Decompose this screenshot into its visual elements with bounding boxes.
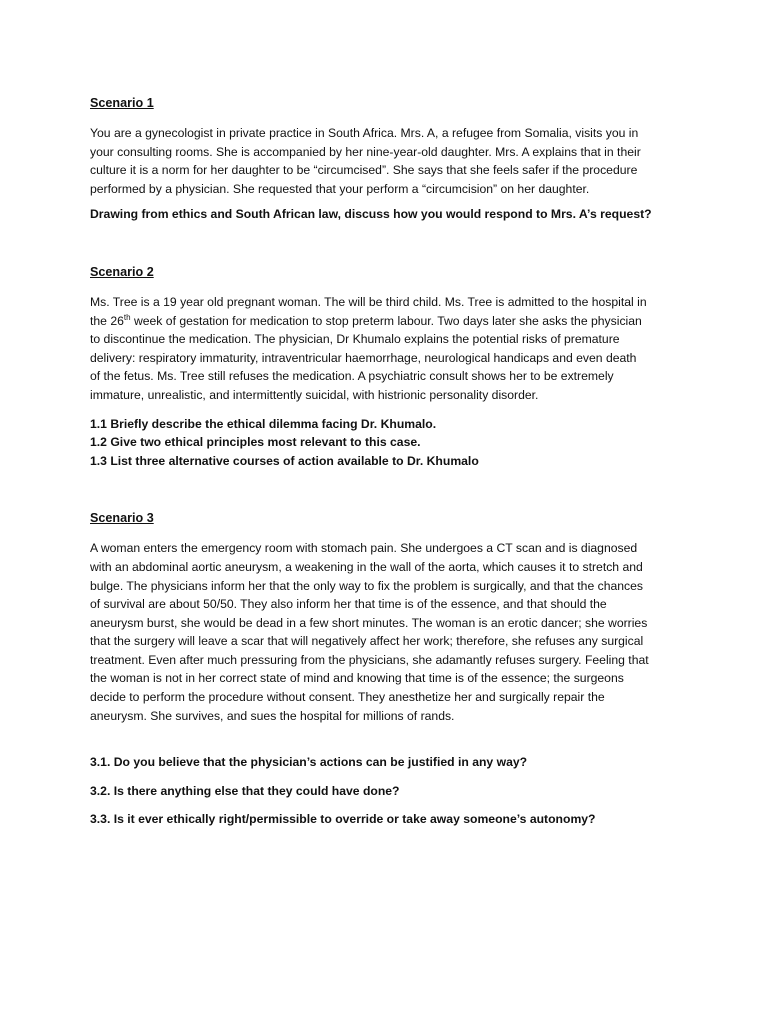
scenario-2-line-text: the 26: [90, 313, 124, 328]
scenario-3-question: 3.1. Do you believe that the physician’s actions can be justified in any way?: [90, 755, 528, 770]
scenario-3-line: that the surgery will leave a scar that will negatively affect her work; therefore, she refuses any surgical: [90, 634, 644, 649]
scenario-2-line: to discontinue the medication. The physician, Dr Khumalo explains the potential risks of premature: [90, 332, 620, 347]
scenario-1-line: performed by a physician. She requested that your perform a “circumcision” on her daughter.: [90, 181, 590, 196]
scenario-3-line: the woman is not in her correct state of mind and knowing that time is of the essence; the surgeons: [90, 671, 624, 686]
scenario-3-question: 3.2. Is there anything else that they could have done?: [90, 783, 400, 798]
scenario-1-line: You are a gynecologist in private practice in South Africa. Mrs. A, a refugee from Somalia, visits you in: [90, 126, 639, 140]
scenario-2-line: delivery: respiratory immaturity, intraventricular haemorrhage, neurological handicaps and even death: [90, 350, 637, 365]
scenario-2-question: 1.1 Briefly describe the ethical dilemma facing Dr. Khumalo.: [90, 416, 437, 431]
scenario-3-line: decide to perform the procedure without consent. They anesthetize her and surgically repair the: [90, 690, 605, 705]
scenario-1-line: your consulting rooms. She is accompanied by her nine-year-old daughter. Mrs. A explains that in their: [90, 144, 641, 159]
scenario-3-line: of survival are about 50/50. They also inform her that time is of the essence, and that should the: [90, 597, 607, 612]
scenario-3-body: [90, 539, 680, 725]
scenario-1-line: culture it is a norm for her daughter to be “circumcised”. She says that she feels safer if the procedure: [90, 163, 638, 178]
scenario-3-line: aneurysm. She survives, and sues the hospital for millions of rands.: [90, 708, 455, 723]
scenario-2-questions: [90, 415, 680, 471]
scenario-2-question: 1.3 List three alternative courses of action available to Dr. Khumalo: [90, 453, 479, 468]
scenario-3-question: 3.3. Is it ever ethically right/permissible to override or take away someone’s autonomy?: [90, 812, 596, 827]
scenario-3-questions: [90, 753, 680, 829]
scenario-1-heading: Scenario 1: [90, 96, 154, 110]
scenario-2-heading: Scenario 2: [90, 264, 154, 279]
scenario-2-question: 1.2 Give two ethical principles most relevant to this case.: [90, 435, 421, 450]
scenario-2-body: [90, 293, 680, 405]
scenario-1-body: [90, 124, 680, 198]
scenario-3-heading: Scenario 3: [90, 511, 154, 526]
scenario-3-line: aneurysm burst, she would be dead in a few short minutes. The woman is an erotic dancer; she worries: [90, 615, 648, 630]
scenario-2-line: [90, 312, 680, 331]
document-page: [90, 94, 680, 839]
scenario-3-line: A woman enters the emergency room with stomach pain. She undergoes a CT scan and is diagnosed: [90, 541, 638, 556]
scenario-3: [90, 509, 680, 829]
scenario-3-line: treatment. Even after much pressuring from the physicians, she adamantly refuses surgery. Feeling that: [90, 652, 649, 667]
scenario-2-line: of the fetus. Ms. Tree still refuses the medication. A psychiatric consult shows her to be extremely: [90, 369, 614, 384]
scenario-1-question: Drawing from ethics and South African law, discuss how you would respond to Mrs. A’s request?: [90, 207, 652, 222]
scenario-1: [90, 94, 680, 224]
scenario-2-line-text: week of gestation for medication to stop preterm labour. Two days later she asks the physician: [130, 313, 642, 328]
scenario-3-line: with an abdominal aortic aneurysm, a weakening in the wall of the aorta, which causes it to stretch and: [90, 559, 643, 574]
scenario-3-line: bulge. The physicians inform her that the only way to fix the problem is surgically, and that the chances: [90, 578, 644, 593]
ordinal-suffix: th: [123, 312, 131, 322]
scenario-2-line: immature, unrealistic, and intermittently suicidal, with histrionic personality disorder.: [90, 387, 539, 402]
scenario-2: [90, 263, 680, 470]
scenario-2-line: Ms. Tree is a 19 year old pregnant woman. The will be third child. Ms. Tree is admitted to the hospital in: [90, 294, 647, 309]
